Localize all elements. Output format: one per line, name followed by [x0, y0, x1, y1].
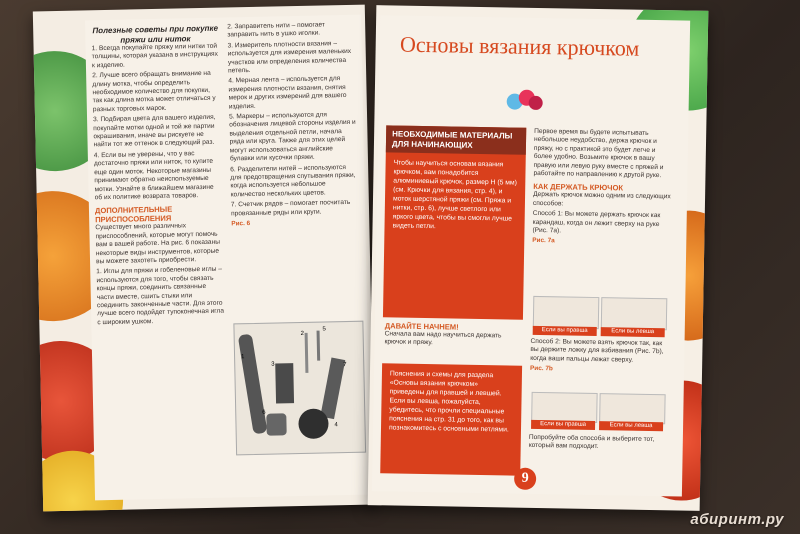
method-2-section	[530, 338, 671, 376]
note-text: Пояснения и схемы для раздела «Основы вязания крючком» приведены для правшей и левшей. Если вы левша, пожалуйста, убедитесь, что прочли специальные пояснения на стр. 31 до того, как вы познакомитесь с основными петлями.	[388, 370, 509, 434]
figure-6-number-6: 6	[262, 409, 266, 416]
figure-7b-left-caption: Если вы левша	[599, 421, 663, 431]
tips-column	[91, 24, 225, 330]
right-page-content	[372, 15, 690, 496]
tip-1: 1. Всегда покупайте пряжу или нитки той толщины, которая указана в инструкциях к изделию.	[91, 42, 218, 70]
yarn-balls-icon	[507, 87, 547, 110]
figure-7a-right-caption: Если вы правша	[533, 326, 597, 336]
tools-column	[227, 21, 359, 229]
figure-6-label: Рис. 6	[231, 219, 251, 228]
figure-6-tools-photo	[233, 321, 366, 456]
figure-7b-left-hand	[599, 393, 666, 424]
extra-tools-text: Существует много различных приспособлений, которые могут помочь вам в вашей работе. На рис. 6 показаны некоторые виды инструментов, которые вы можете захотеть приобрести.	[95, 222, 221, 266]
method-2-text: Способ 2: Вы можете взять крючок так, как вы держите ложку для взбивания (Рис. 7b), когда ваши пальцы лежат сверху.	[530, 337, 664, 364]
extra-tools-heading: ДОПОЛНИТЕЛЬНЫЕ ПРИСПОСОБЛЕНИЯ	[94, 204, 173, 225]
final-section	[529, 434, 669, 455]
start-heading: ДАВАЙТЕ НАЧНЕМ!	[384, 321, 459, 332]
tool-marker	[317, 331, 321, 361]
figure-7b-right-hand	[531, 392, 598, 423]
tool-item-6: 6. Разделители нитей – используются для предотвращения спутывания пряжи, когда используется небольшое количество нескольких цветов.	[230, 163, 356, 199]
figure-6-number-7: 7	[343, 362, 347, 369]
watermark: абиринт.ру	[690, 511, 784, 528]
tool-tape-measure	[298, 408, 329, 439]
final-text: Попробуйте оба способа и выберите тот, который вам подходит.	[528, 433, 655, 451]
left-page-content	[85, 15, 371, 501]
tool-yarn-bobbin	[266, 413, 286, 435]
right-page	[368, 5, 709, 511]
tool-item-3: 3. Измеритель плотности вязания – используется для измерения маленьких участков или определения количества петель.	[227, 39, 352, 75]
method-1-text: Способ 1: Вы можете держать крючок как карандаш, когда он лежит сверху на руке (Рис. 7а).	[532, 210, 661, 235]
start-section	[384, 321, 522, 351]
figure-7b-label: Рис. 7b	[530, 365, 553, 373]
tool-item-4: 4. Мерная лента – используется для измерения плотности вязания, снятия мерок и других измерений для вашего изделия.	[228, 75, 347, 111]
materials-text: Чтобы научиться основам вязания крючком, вам понадобится алюминиевый крючок, размер H (5 мм) (см. Крючки для вязания, стр. 4), и моток шерстяной пряжи (см. Пряжа и нитки, стр. 6), лучше светлого или яркого цвета, чтобы вы смогли лучше видеть петли.	[392, 159, 517, 231]
intro-text: Первое время вы будете испытывать небольшое неудобство, держа крючок и пряжу, но с практикой это будет легче и более удобно. Возьмите крючок в вашу правую или левую руку вместе с пряжей и работайте по направлению к другой руке.	[533, 127, 664, 180]
tool-row-counter	[320, 358, 345, 420]
materials-header: НЕОБХОДИМЫЕ МАТЕРИАЛЫ ДЛЯ НАЧИНАЮЩИХ	[386, 125, 526, 154]
hold-text: Держать крючок можно одним из следующих способов:	[532, 191, 671, 208]
tip-3: 3. Подбирая цвета для вашего изделия, покупайте мотки одной и той же партии окрашивания, иначе вы рискуете не найти тот же оттенок в следующий раз.	[93, 113, 216, 149]
page-number: 9	[514, 468, 536, 490]
left-page	[33, 5, 375, 512]
figure-7a-left-caption: Если вы левша	[601, 327, 665, 337]
figure-7a-right-hand	[533, 296, 600, 329]
figure-7a-label: Рис. 7а	[532, 237, 555, 245]
tip-4: 4. Если вы не уверены, что у вас достаточно пряжи или ниток, то купите еще один моток. Некоторые магазины принимают обратно неиспользуемые мотки. Узнайте в ближайшем магазине об их политике возврата товаров.	[93, 150, 214, 202]
figure-6-number-3: 3	[271, 361, 275, 368]
start-text: Сначала вам надо научиться держать крючок и пряжу.	[384, 330, 502, 347]
tips-title: Полезные советы при покупке пряжи или ниток	[92, 23, 219, 45]
figure-7b-right-caption: Если вы правша	[531, 420, 595, 430]
materials-box	[383, 125, 526, 319]
figure-6-number-2: 2	[300, 330, 305, 337]
note-box	[380, 363, 522, 475]
page-title: Основы вязания крючком	[399, 31, 640, 61]
tool-needle-gauge	[238, 334, 268, 435]
extra-tools-item-1: 1. Иглы для пряжи и гобеленовые иглы – используются для того, чтобы связать концы пряжи, соединить связанные части вместе, сшить стыки или соединить законченные части. Для этого лучше всего подойдет тупоконечная игла с широким ушком.	[96, 265, 225, 327]
tool-item-5: 5. Маркеры – используются для обозначения лицевой стороны изделия и выделения отдельной петли, начала ряда или круга. Также для этих целей могут использоваться английские булавки или кусочки пряжи.	[228, 111, 356, 163]
figure-6-number-4: 4	[334, 422, 338, 429]
figure-7a-left-hand	[601, 297, 668, 330]
tool-item-2: 2. Заправитель нити – помогает заправить нить в ушко иголки.	[227, 21, 325, 39]
tool-threader	[305, 333, 309, 373]
tool-item-7: 7. Счетчик рядов – помогает посчитать провязанные ряды или круги.	[230, 199, 351, 217]
tip-2: 2. Лучше всего обращать внимание на длину мотка, чтобы определить необходимое количество для покупки, так как длина мотка может отличаться у разных торговых марок.	[92, 70, 216, 114]
holding-column	[532, 128, 674, 248]
figure-6-number-1: 1	[241, 354, 245, 361]
hold-heading: КАК ДЕРЖАТЬ КРЮЧОК	[533, 182, 624, 193]
tool-stitch-gauge	[275, 363, 294, 403]
figure-6-number-5: 5	[322, 326, 326, 333]
